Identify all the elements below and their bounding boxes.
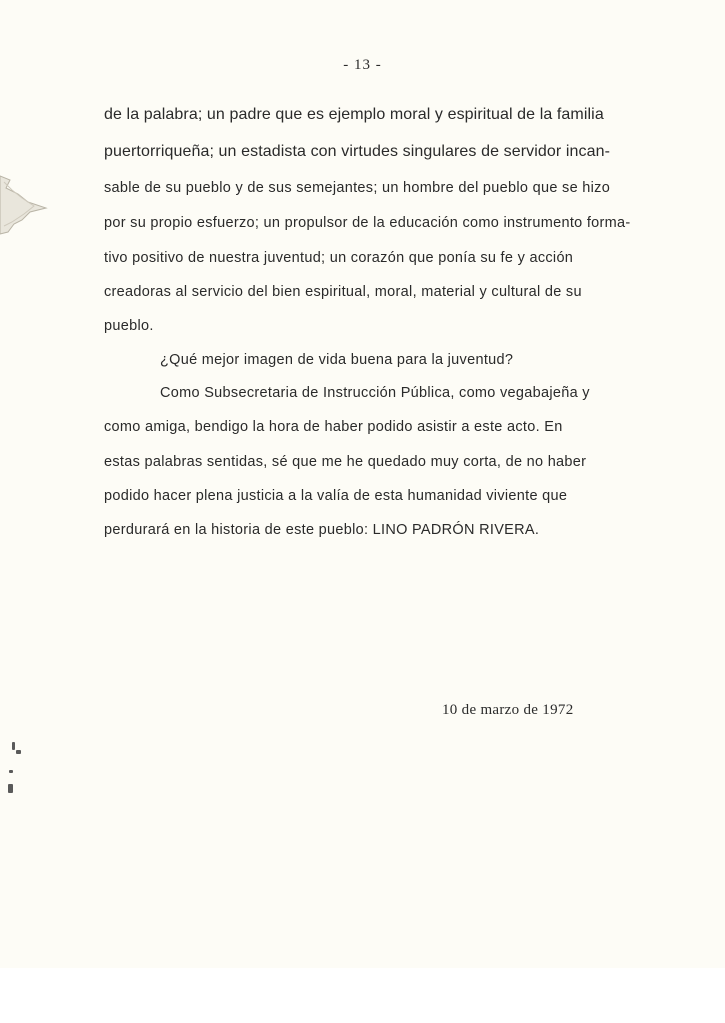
text-line: pueblo.: [104, 318, 154, 334]
staple-mark: [8, 784, 13, 793]
text-line: tivo positivo de nuestra juventud; un corazón que ponía su fe y acción: [104, 250, 574, 266]
text-line: ¿Qué mejor imagen de vida buena para la juventud?: [160, 352, 514, 368]
text-line: de la palabra; un padre que es ejemplo moral y espiritual de la familia: [104, 106, 604, 123]
text-line: sable de su pueblo y de sus semejantes; un hombre del pueblo que se hizo: [104, 180, 611, 196]
text-line: podido hacer plena justicia a la valía de esta humanidad viviente que: [104, 488, 568, 504]
text-line: creadoras al servicio del bien espiritual, moral, material y cultural de su: [104, 284, 582, 300]
staple-mark: [9, 770, 13, 773]
text-line: estas palabras sentidas, sé que me he quedado muy corta, de no haber: [104, 454, 587, 470]
date: 10 de marzo de 1972: [442, 702, 574, 718]
page-number: - 13 -: [343, 57, 382, 73]
torn-paper-edge: [0, 168, 60, 238]
staple-mark: [12, 742, 15, 750]
staple-mark: [16, 750, 21, 754]
text-line: perdurará en la historia de este pueblo: LINO PADRÓN RIVERA.: [104, 522, 540, 538]
text-line: por su propio esfuerzo; un propulsor de la educación como instrumento forma-: [104, 215, 631, 231]
text-line: puertorriqueña; un estadista con virtudes singulares de servidor incan-: [104, 143, 611, 160]
text-line: como amiga, bendigo la hora de haber podido asistir a este acto. En: [104, 419, 563, 435]
text-line: Como Subsecretaria de Instrucción Pública, como vegabajeña y: [160, 385, 590, 401]
